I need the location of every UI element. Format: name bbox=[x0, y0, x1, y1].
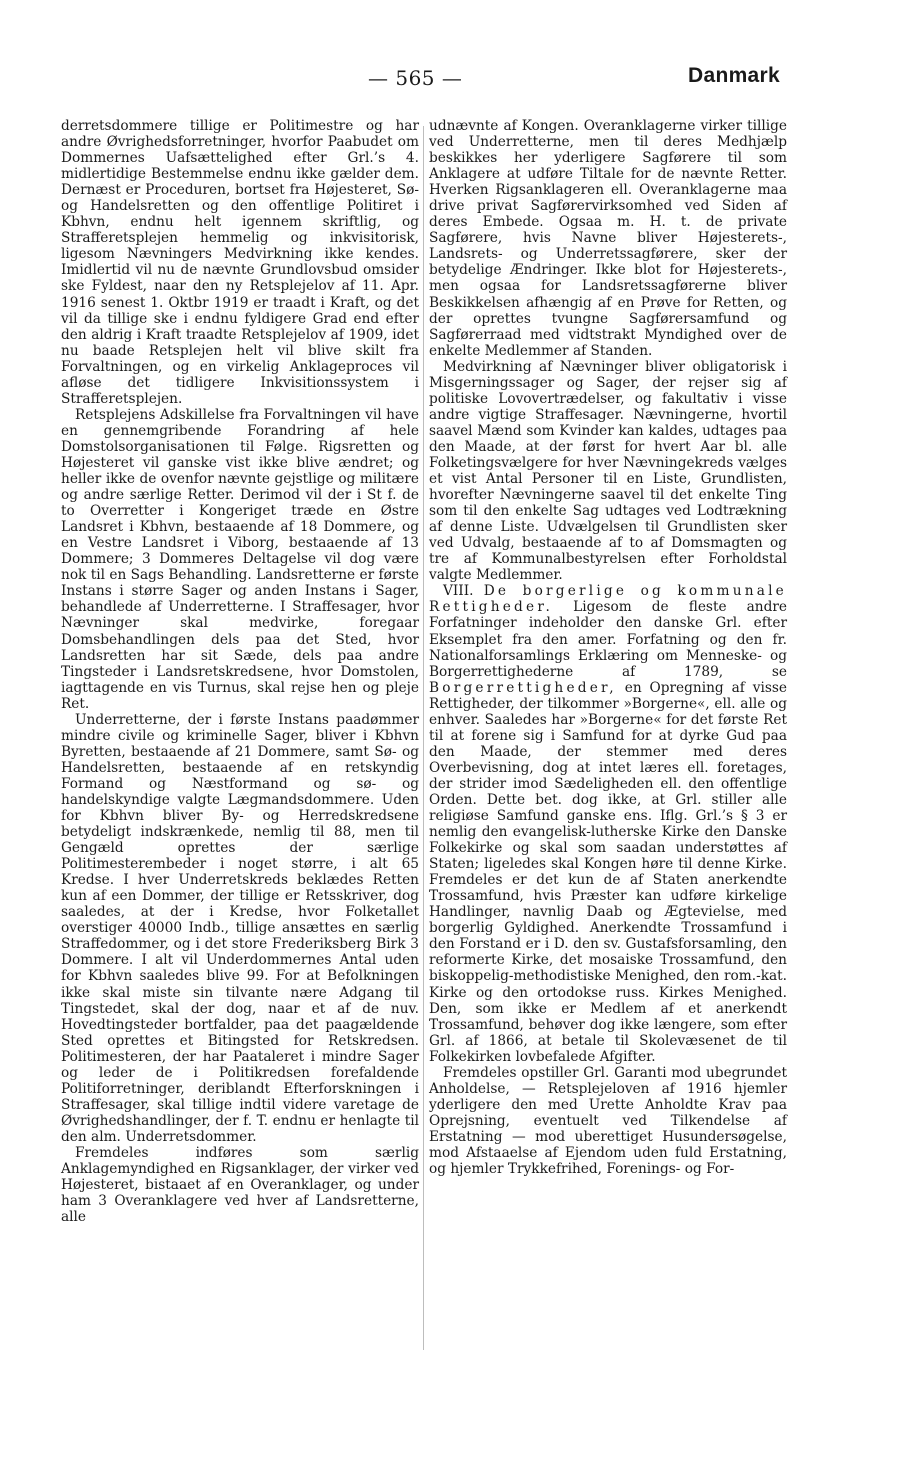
right-column bbox=[429, 118, 787, 1177]
left-column bbox=[61, 118, 419, 1225]
page-header bbox=[60, 66, 780, 96]
page-number: — 565 — bbox=[368, 66, 463, 90]
paragraph: Medvirkning af Nævninger bliver obligatorisk i Misgerningssager og Sager, der rejser sig af politiske Lovovertrædelser, og fakultativ i visse andre vigtige Straffesager. Nævningerne, hvortil saavel Mænd som Kvinder kan kaldes, udtages paa den Maade, at der først for hvert Aar bl. alle Folketingsvælgere for hver Nævningekreds vælges et vist Antal Personer til en Liste, Grundlisten, hvorefter Nævningerne saavel til det enkelte Ting som til den enkelte Sag udtages ved Lodtrækning af denne Liste. Udvælgelsen til Grundlisten sker ved Udvalg, bestaaende af to af Domsmagten og tre af Kommunalbestyrelsen efter Forholdstal valgte Medlemmer. bbox=[429, 358, 787, 584]
section-viii-paragraph bbox=[429, 583, 787, 1064]
paragraph: Fremdeles opstiller Grl. Garanti mod ubegrundet Anholdelse, — Retsplejeloven af 1916 hjemler yderligere den med Urette Anholdte Krav paa Oprejsning, eventuelt ved Tilkendelse af Erstatning — mod uberettiget Husundersøgelse, mod Afstaaelse af Ejendom uden fuld Erstatning, og hjemler Trykkefrihed, Forenings- og For- bbox=[429, 1064, 787, 1178]
section-text: en Opregning af visse Rettigheder, der tilkommer »Borgerne«, ell. alle og enhver. Saaledes har »Borgerne« for det første Ret til at forene sig i Samfund for at dyrke Gud paa den Maade, der stemmer med deres Overbevisning, dog at intet læres ell. foretages, der strider imod Sædeligheden ell. den offentlige Orden. Dette bet. dog ikke, at Grl. stiller alle religiøse Samfund ganske ens. Iflg. Grl.’s § 3 er nemlig den evangelisk-lutherske Kirke den Danske Folkekirke og skal som saadan understøttes af Staten; ligeledes skal Kongen høre til denne Kirke. Fremdeles er det kun de af Staten anerkendte Trossamfund, hvis Præster kan udføre kirkelige Handlinger, navnlig Daab og Ægtevielse, med borgerlig Gyldighed. Anerkendte Trossamfund i den Forstand er i D. den sv. Gustafsforsamling, den reformerte Kirke, det mosaiske Trossamfund, den biskoppelig-methodistiske Menighed, den rom.-kat. Kirke og den ortodokse russ. Kirkes Menighed. Den, som ikke er Medlem af et anerkendt Trossamfund, behøver dog ikke længere, som efter Grl. af 1866, at betale til Skolevæsenet de til Folkekirken lovbefalede Afgifter. bbox=[429, 679, 787, 1065]
paragraph: Retsplejens Adskillelse fra Forvaltningen vil have en gennemgribende Forandring af hele Domstolsorganisationen til Følge. Rigsretten og Højesteret vil ganske vist ikke blive ændret; og heller ikke de ovenfor nævnte gejstlige og militære og andre særlige Retter. Derimod vil der i St f. de to Overretter i Kongeriget træde en Østre Landsret i Kbhvn, bestaaende af 18 Dommere, og en Vestre Landsret i Viborg, bestaaende af 13 Dommere; 3 Dommeres Deltagelse vil dog være nok til en Sags Behandling. Landsretterne er første Instans i større Sager og anden Instans i Sager, behandlede af Underretterne. I Straffesager, hvor Nævninger skal medvirke, foregaar Domsbehandlingen dels paa det Sted, hvor Landsretten har sit Sæde, dels paa andre Tingsteder i Landsretskredsene, hvor Domstolen, iagttagende en vis Turnus, skal rejse hen og pleje Ret. bbox=[61, 406, 419, 712]
paragraph: Fremdeles indføres som særlig Anklagemyndighed en Rigsanklager, der virker ved Højesteret, bistaaet af en Overanklager, og under ham 3 Overanklagere ved hver af Landsretterne, alle bbox=[61, 1145, 419, 1226]
cross-reference: Borgerrettigheder, bbox=[429, 679, 617, 696]
paragraph: udnævnte af Kongen. Overanklagerne virker tillige ved Underretterne, men til deres Medhjælp beskikkes her yderligere Sagførere til som Anklagere at udføre Tiltale for de nævnte Retter. Hverken Rigsanklageren ell. Overanklagerne maa drive privat Sagførervirksomhed ved Siden af deres Embede. Ogsaa m. H. t. de private Sagførere, hvis Navne bliver Højesterets-, Landsrets- og Underretssagførere, sker der betydelige Ændringer. Ikke blot for Højesterets-, men ogsaa for Landsretssagførerne bliver Beskikkelsen afhængig af en Prøve for Retten, og der oprettes tvungne Sagførersamfund og Sagførerraad med vidtstrakt Myndighed over de enkelte Medlemmer af Standen. bbox=[429, 118, 787, 359]
section-text: Ligesom de fleste andre Forfatninger indeholder den danske Grl. efter Eksemplet fra den amer. Forfatning og den fr. Nationalforsamlings Erklæring om Menneske- og Borgerrettighederne af 1789, se bbox=[429, 599, 787, 680]
paragraph: Underretterne, der i første Instans paadømmer mindre civile og kriminelle Sager, bliver i Kbhvn Byretten, bestaaende af 21 Dommere, samt Sø- og Handelsretten, bestaaende af en retskyndig Formand og Næstformand og sø- og handelskyndige valgte Lægmandsdommere. Uden for Kbhvn bliver By- og Herredskredsene betydeligt indskrænkede, nemlig til 88, men til Gengæld oprettes der særlige Politimesterembeder i noget større, i alt 65 Kredse. I hver Underretskreds beklædes Retten kun af een Dommer, der tillige er Retsskriver, dog saaledes, at der i Kredse, hvor Folketallet overstiger 40000 Indb., tillige ansættes en særlig Straffedommer, og i det store Frederiksberg Birk 3 Dommere. I alt vil Underdommernes Antal uden for Kbhvn saaledes blive 99. For at Befolkningen ikke skal miste sin tilvante nære Adgang til Tingstedet, skal der dog, naar et af de nuv. Hovedtingsteder bortfalder, paa det paagældende Sted oprettes et Bitingsted for Retskredsen. Politimesteren, der har Paataleret i mindre Sager og leder de i Politikredsen forefaldende Politiforretninger, deriblandt Efterforskningen i Straffesager, skal tillige indtil videre varetage de Øvrighedshandlinger, der f. T. endnu er henlagte til den alm. Underretsdommer. bbox=[61, 711, 419, 1145]
section-heading: De borgerlige og kommunale Rettigheder. bbox=[429, 583, 787, 616]
paragraph: derretsdommere tillige er Politimestre og har andre Øvrighedsforretninger, hvorfor Paabudet om Dommernes Uafsættelighed efter Grl.’s 4. midlertidige Bestemmelse endnu ikke gælder dem. Dernæst er Proceduren, bortset fra Højesteret, Sø- og Handelsretten og den offentlige Politiret i Kbhvn, endnu helt igennem skriftlig, og Strafferetsplejen hemmelig og inkvisitorisk, ligesom Nævningers Medvirkning ikke kendes. Imidlertid vil nu de nævnte Grundlovsbud omsider ske Fyldest, naar den ny Retsplejelov af 11. Apr. 1916 senest 1. Oktbr 1919 er traadt i Kraft, og det vil da tillige ske i endnu fyldigere Grad end efter den aldrig i Kraft traadte Retsplejelov af 1909, idet nu baade Retsplejen helt vil blive skilt fra Forvaltningen, og en virkelig Anklageproces vil afløse det tidligere Inkvisitionssystem i Strafferetsplejen. bbox=[61, 118, 419, 407]
column-divider bbox=[423, 126, 424, 1350]
running-title: Danmark bbox=[688, 64, 780, 87]
section-number: VIII. bbox=[443, 583, 474, 600]
